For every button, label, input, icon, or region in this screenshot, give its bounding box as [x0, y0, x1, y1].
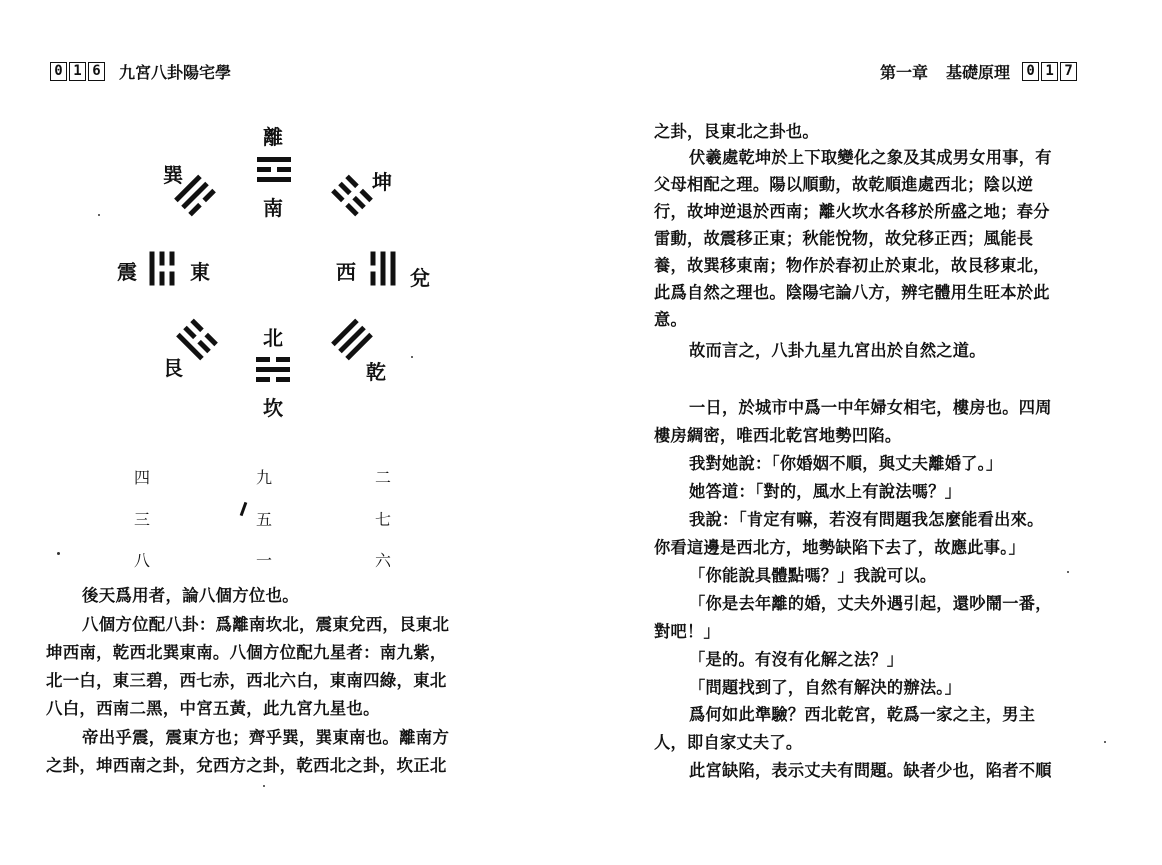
- trigram-qian: [331, 319, 373, 361]
- text-line: 後天爲用者，論八個方位也。: [82, 586, 299, 605]
- scan-speck: [57, 552, 60, 555]
- text-line: 之卦，坤西南之卦，兌西方之卦，乾西北之卦，坎正北: [46, 756, 447, 775]
- text-line: 伏羲處乾坤於上下取變化之象及其成男女用事，有: [689, 148, 1052, 167]
- grid-cell: 二: [375, 468, 392, 487]
- chapter-title: 基礎原理: [946, 63, 1011, 82]
- grid-cell: 九: [256, 468, 273, 487]
- ink-mark: [240, 502, 248, 516]
- text-line: 八白，西南二黑，中宮五黃，此九宮九星也。: [46, 699, 380, 718]
- text-line: 意。: [654, 310, 687, 329]
- scan-speck: [1067, 571, 1069, 573]
- grid-cell: 五: [256, 510, 273, 529]
- text-line: 我對她說：「你婚姻不順，與丈夫離婚了。」: [689, 454, 1003, 473]
- text-line: 對吧！」: [654, 622, 720, 641]
- text-line: 「是的。有沒有化解之法？」: [689, 650, 904, 669]
- trigram-label-xun: 巽: [163, 163, 183, 187]
- bagua-diagram: [0, 0, 560, 460]
- grid-cell: 一: [256, 551, 273, 570]
- direction-west: 西: [336, 260, 356, 284]
- text-line: 一日，於城市中爲一中年婦女相宅，樓房也。四周: [689, 398, 1052, 417]
- text-line: 你看這邊是西北方，地勢缺陷下去了，故應此事。」: [654, 538, 1026, 557]
- direction-east: 東: [190, 260, 210, 284]
- text-line: 「問題找到了，自然有解決的辦法。」: [689, 678, 962, 697]
- trigram-label-li: 離: [263, 125, 283, 149]
- direction-north: 北: [263, 326, 283, 350]
- trigram-label-kun: 坤: [372, 170, 392, 194]
- text-line: 養，故巽移東南；物作於春初止於東北，故艮移東北，: [654, 256, 1050, 275]
- scan-speck: [263, 785, 265, 787]
- trigram-label-zhen: 震: [117, 260, 137, 284]
- text-line: 行，故坤逆退於西南；離火坎水各移於所盛之地；春分: [654, 202, 1050, 221]
- text-line: 帝出乎震，震東方也；齊乎巽，巽東南也。離南方: [82, 728, 450, 747]
- text-line: 坤西南，乾西北巽東南。八個方位配九星者：南九紫，: [46, 643, 447, 662]
- text-line: 故而言之，八卦九星九宮出於自然之道。: [689, 341, 986, 360]
- grid-cell: 八: [134, 551, 151, 570]
- text-line: 爲何如此準驗？西北乾宮，乾爲一家之主，男主: [689, 705, 1036, 724]
- trigram-gen: [176, 319, 218, 361]
- trigram-kan: [256, 357, 290, 382]
- text-line: 之卦，艮東北之卦也。: [654, 122, 819, 141]
- text-line: 樓房綢密，唯西北乾宮地勢凹陷。: [654, 426, 902, 445]
- grid-cell: 七: [375, 510, 392, 529]
- text-line: 北一白，東三碧，西七赤，西北六白，東南四綠，東北: [46, 671, 447, 690]
- scan-speck: [411, 356, 413, 358]
- grid-cell: 三: [134, 510, 151, 529]
- scan-speck: [1104, 741, 1106, 743]
- scan-speck: [98, 214, 100, 216]
- book-title: 九宮八卦陽宅學: [119, 63, 232, 82]
- trigram-label-dui: 兌: [410, 266, 430, 290]
- trigram-label-kan: 坎: [263, 396, 283, 420]
- trigram-kun: [331, 175, 373, 217]
- text-line: 「你能說具體點嗎？」我說可以。: [689, 566, 937, 585]
- text-line: 「你是去年離的婚，丈夫外遇引起，還吵鬧一番，: [689, 594, 1052, 613]
- text-line: 此爲自然之理也。陰陽宅論八方，辨宅體用生旺本於此: [654, 283, 1050, 302]
- trigram-label-qian: 乾: [366, 360, 386, 384]
- text-line: 雷動，故震移正東；秋能悅物，故兌移正西；風能長: [654, 229, 1034, 248]
- chapter-label: 第一章: [880, 63, 929, 82]
- left-page-number: 0 1 6: [50, 62, 105, 81]
- text-line: 我說：「肯定有嘛，若沒有問題我怎麼能看出來。: [689, 510, 1044, 529]
- text-line: 人，即自家丈夫了。: [654, 733, 803, 752]
- direction-south: 南: [263, 196, 283, 220]
- text-line: 她答道：「對的，風水上有說法嗎？」: [689, 482, 962, 501]
- text-line: 父母相配之理。陽以順動，故乾順進處西北；陰以逆: [654, 175, 1034, 194]
- right-page-number: 0 1 7: [1022, 62, 1077, 81]
- trigram-label-gen: 艮: [163, 356, 183, 380]
- text-line: 八個方位配八卦：爲離南坎北，震東兌西，艮東北: [82, 615, 450, 634]
- right-page-header: [880, 60, 1077, 83]
- text-line: 此宮缺陷，表示丈夫有問題。缺者少也，陷者不順: [689, 761, 1052, 780]
- trigram-li: [257, 157, 291, 182]
- grid-cell: 四: [134, 468, 151, 487]
- grid-cell: 六: [375, 551, 392, 570]
- trigram-dui: [371, 252, 396, 286]
- trigram-zhen: [150, 252, 175, 286]
